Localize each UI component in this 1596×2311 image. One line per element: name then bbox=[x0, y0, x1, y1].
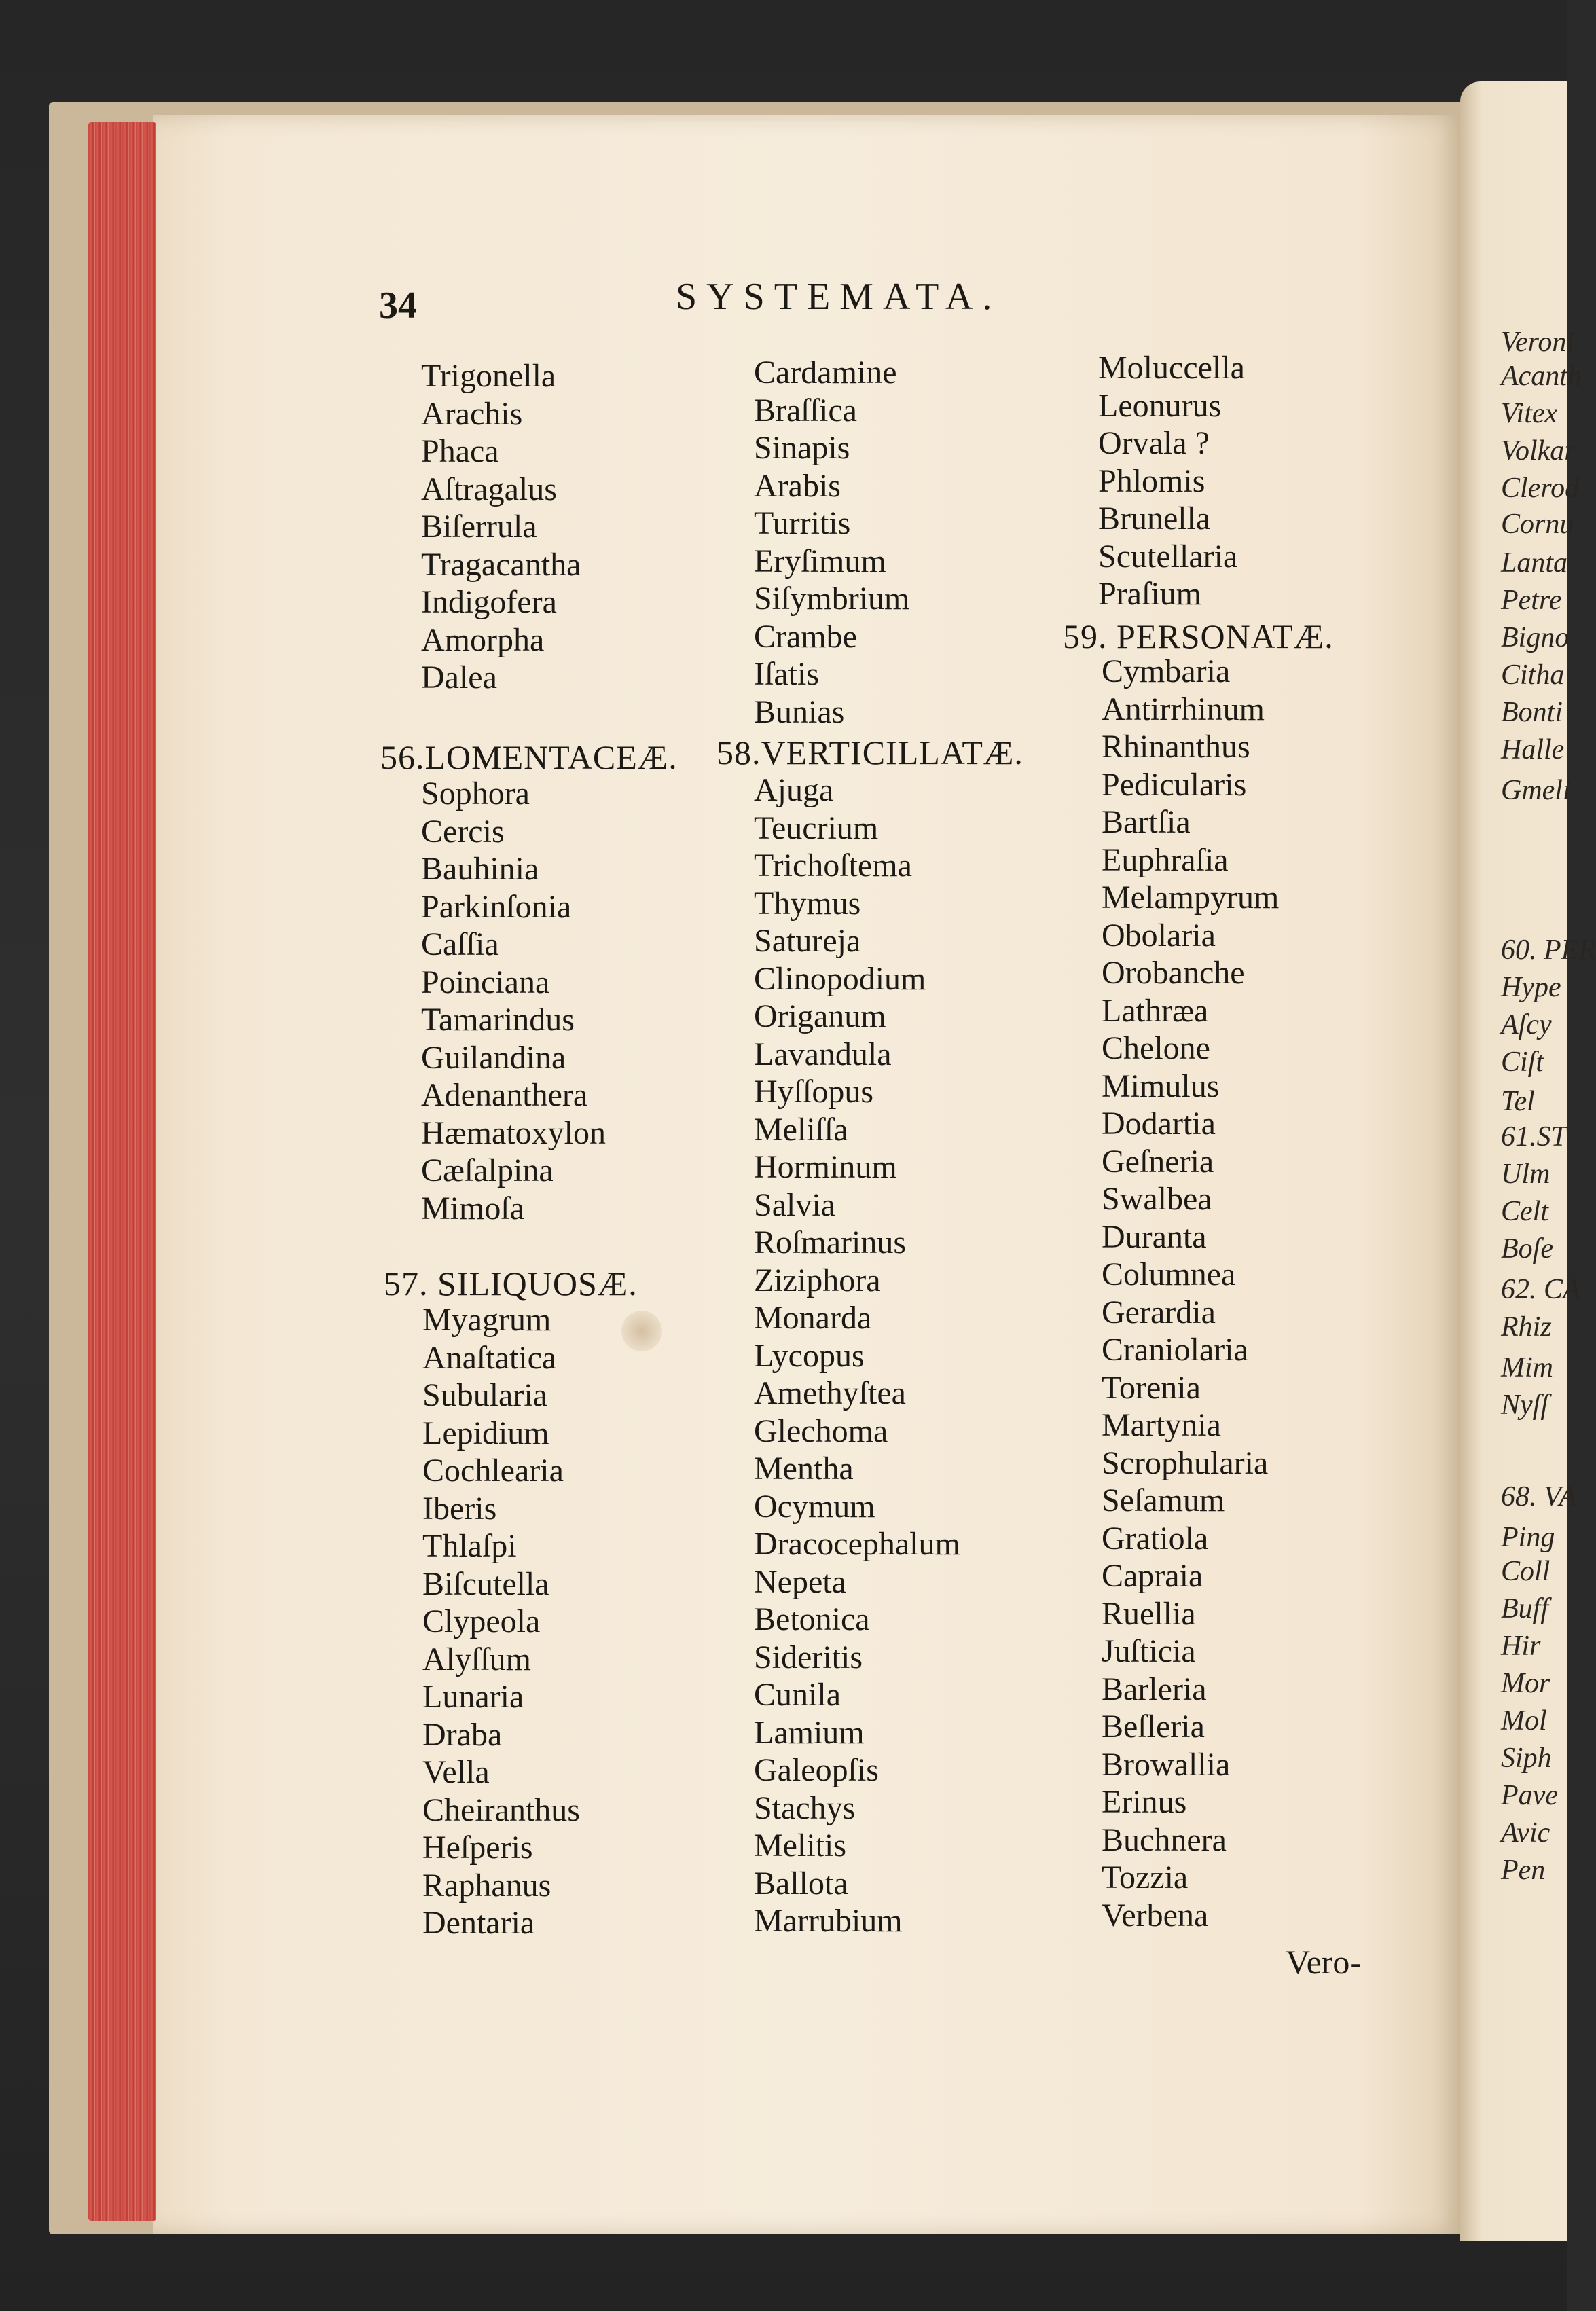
genus-entry: Indigofera bbox=[421, 584, 557, 620]
genus-entry: Duranta bbox=[1102, 1218, 1207, 1255]
genus-entry: Thymus bbox=[754, 885, 861, 922]
genus-entry: Guilandina bbox=[421, 1039, 566, 1076]
genus-entry: Raphanus bbox=[422, 1867, 551, 1904]
facing-page-line: Citha bbox=[1501, 659, 1565, 691]
genus-entry: Arachis bbox=[421, 395, 523, 432]
genus-entry: Tamarindus bbox=[421, 1002, 575, 1038]
genus-entry: Seſamum bbox=[1102, 1482, 1225, 1518]
genus-entry: Roſmarinus bbox=[754, 1224, 906, 1260]
genus-entry: Amethyſtea bbox=[754, 1375, 906, 1411]
genus-entry: Satureja bbox=[754, 923, 861, 959]
genus-entry: Alyſſum bbox=[422, 1641, 532, 1677]
genus-entry: Verbena bbox=[1102, 1897, 1209, 1933]
genus-entry: Biſcutella bbox=[422, 1565, 549, 1602]
genus-entry: Tozzia bbox=[1102, 1859, 1189, 1895]
genus-entry: Aſtragalus bbox=[421, 471, 557, 507]
genus-entry: Mimoſa bbox=[421, 1190, 524, 1226]
facing-page-line: Bonti bbox=[1501, 697, 1563, 728]
facing-page-line: Ciſt bbox=[1501, 1047, 1544, 1078]
genus-entry: Brunella bbox=[1098, 501, 1211, 536]
genus-entry: Iberis bbox=[422, 1490, 497, 1527]
genus-entry: Betonica bbox=[754, 1601, 870, 1637]
facing-page-line: Volkar bbox=[1501, 435, 1576, 467]
genus-entry: Beſleria bbox=[1102, 1709, 1205, 1745]
genus-entry: Hyſſopus bbox=[754, 1074, 874, 1110]
genus-entry: Gerardia bbox=[1102, 1294, 1216, 1330]
genus-entry: Cunila bbox=[754, 1677, 841, 1713]
section-heading: 59. PERSONATÆ. bbox=[1063, 617, 1334, 655]
genus-entry: Moluccella bbox=[1098, 350, 1245, 386]
facing-page-line: Nyſſ bbox=[1501, 1389, 1548, 1421]
facing-page-line: Avic bbox=[1501, 1817, 1550, 1849]
genus-entry: Praſium bbox=[1098, 576, 1201, 612]
genus-entry: Cæſalpina bbox=[421, 1152, 554, 1188]
facing-page-line: Rhiz bbox=[1501, 1311, 1552, 1343]
genus-entry: Cochlearia bbox=[422, 1453, 564, 1489]
genus-entry: Iſatis bbox=[754, 656, 819, 692]
genus-entry: Cheiranthus bbox=[422, 1791, 580, 1828]
genus-entry: Dalea bbox=[421, 659, 497, 695]
genus-entry: Euphraſia bbox=[1102, 841, 1229, 878]
facing-page-line: Coll bbox=[1501, 1556, 1550, 1587]
genus-entry: Teucrium bbox=[754, 809, 879, 846]
section-heading: 58.VERTICILLATÆ. bbox=[717, 733, 1023, 771]
genus-entry: Biſerrula bbox=[421, 509, 537, 545]
facing-page-line: 68. VA bbox=[1501, 1481, 1577, 1512]
facing-page-line: Gmeli bbox=[1501, 775, 1571, 806]
genus-entry: Buchnera bbox=[1102, 1821, 1227, 1858]
genus-entry: Nepeta bbox=[754, 1563, 846, 1600]
facing-page-line: Celt bbox=[1501, 1196, 1548, 1227]
genus-entry: Eryſimum bbox=[754, 543, 886, 579]
facing-page-line: Acanth bbox=[1501, 361, 1582, 392]
genus-entry: Trigonella bbox=[421, 358, 556, 394]
genus-entry: Leonurus bbox=[1098, 387, 1222, 424]
genus-entry: Bartſia bbox=[1102, 804, 1191, 840]
facing-page-line: 61.ST bbox=[1501, 1121, 1567, 1152]
genus-entry: Phlomis bbox=[1098, 462, 1205, 499]
genus-entry: Antirrhinum bbox=[1102, 691, 1265, 727]
genus-entry: Galeopſis bbox=[754, 1752, 879, 1788]
genus-entry: Sophora bbox=[421, 776, 530, 812]
genus-entry: Martynia bbox=[1102, 1407, 1221, 1443]
genus-entry: Phaca bbox=[421, 433, 499, 469]
genus-entry: Bunias bbox=[754, 693, 845, 730]
genus-entry: Clinopodium bbox=[754, 960, 926, 997]
genus-entry: Scrophularia bbox=[1102, 1444, 1269, 1481]
genus-entry: Salvia bbox=[754, 1186, 835, 1223]
facing-page-line: Hir bbox=[1501, 1631, 1541, 1662]
genus-entry: Juſticia bbox=[1102, 1633, 1196, 1669]
section-heading: 57. SILIQUOSÆ. bbox=[384, 1264, 638, 1303]
genus-entry: Rhinanthus bbox=[1102, 729, 1250, 765]
genus-entry: Braſſica bbox=[754, 392, 857, 429]
section-heading: 56.LOMENTACEÆ. bbox=[380, 738, 678, 776]
genus-entry: Arabis bbox=[754, 467, 841, 504]
facing-page-line: Petre bbox=[1501, 585, 1562, 616]
genus-entry: Meliſſa bbox=[754, 1111, 848, 1148]
genus-entry: Crambe bbox=[754, 618, 857, 655]
facing-page-line: Halle bbox=[1501, 734, 1565, 765]
genus-entry: Ziziphora bbox=[754, 1262, 881, 1298]
facing-page-line: Buff bbox=[1501, 1593, 1548, 1624]
genus-entry: Anaſtatica bbox=[422, 1339, 557, 1376]
genus-entry: Swalbea bbox=[1102, 1181, 1212, 1217]
genus-entry: Browallia bbox=[1102, 1746, 1231, 1783]
facing-page-line: 62. CA bbox=[1501, 1274, 1580, 1305]
foxing-stain bbox=[621, 1311, 662, 1351]
genus-entry: Melampyrum bbox=[1102, 879, 1280, 915]
genus-entry: Poinciana bbox=[421, 964, 550, 1000]
facing-page-line: Clerod bbox=[1501, 473, 1580, 504]
facing-page-line: Vitex bbox=[1501, 398, 1558, 429]
page-edge-red bbox=[88, 122, 156, 2221]
facing-page-line: Tel bbox=[1501, 1086, 1535, 1117]
genus-entry: Capraia bbox=[1102, 1558, 1203, 1594]
genus-entry: Draba bbox=[422, 1716, 503, 1753]
genus-entry: Ruellia bbox=[1102, 1595, 1196, 1632]
genus-entry: Cercis bbox=[421, 813, 505, 850]
running-title: SYSTEMATA. bbox=[676, 276, 1002, 318]
facing-page-line: Ping bbox=[1501, 1522, 1555, 1553]
genus-entry: Cardamine bbox=[754, 354, 897, 390]
genus-entry: Marrubium bbox=[754, 1903, 903, 1939]
genus-entry: Scutellaria bbox=[1098, 538, 1238, 575]
genus-entry: Parkinſonia bbox=[421, 888, 572, 925]
genus-entry: Vella bbox=[422, 1754, 490, 1790]
genus-entry: Sinapis bbox=[754, 430, 850, 466]
facing-page-line: Veroni bbox=[1501, 327, 1575, 358]
genus-entry: Craniolaria bbox=[1102, 1332, 1248, 1368]
facing-page-line: Boſe bbox=[1501, 1233, 1553, 1264]
genus-entry: Orobanche bbox=[1102, 955, 1245, 991]
genus-entry: Myagrum bbox=[422, 1302, 551, 1338]
catchword: Vero- bbox=[1286, 1943, 1362, 1981]
genus-entry: Ballota bbox=[754, 1865, 848, 1901]
genus-entry: Orvala ? bbox=[1098, 425, 1210, 461]
facing-page-line: Pen bbox=[1501, 1855, 1546, 1886]
facing-page-line: Aſcy bbox=[1501, 1009, 1552, 1040]
genus-entry: Glechoma bbox=[754, 1413, 888, 1449]
genus-entry: Dracocephalum bbox=[754, 1526, 960, 1562]
genus-entry: Clypeola bbox=[422, 1603, 541, 1639]
facing-page-line: 60. PER bbox=[1501, 934, 1596, 966]
facing-page-line: Mor bbox=[1501, 1668, 1550, 1699]
genus-entry: Subularia bbox=[422, 1377, 547, 1413]
facing-page-line: Siph bbox=[1501, 1743, 1552, 1774]
facing-page-line: Hype bbox=[1501, 972, 1561, 1003]
facing-page-line: Lanta bbox=[1501, 547, 1568, 579]
genus-entry: Caſſia bbox=[421, 926, 499, 962]
genus-entry: Erinus bbox=[1102, 1784, 1187, 1820]
genus-entry: Stachys bbox=[754, 1789, 856, 1826]
genus-entry: Thlaſpi bbox=[422, 1528, 517, 1564]
genus-entry: Tragacantha bbox=[421, 546, 581, 583]
genus-entry: Lunaria bbox=[422, 1679, 524, 1715]
genus-entry: Horminum bbox=[754, 1149, 897, 1185]
genus-entry: Origanum bbox=[754, 998, 886, 1034]
genus-entry: Trichoſtema bbox=[754, 848, 912, 884]
genus-entry: Torenia bbox=[1102, 1369, 1201, 1406]
genus-entry: Mimulus bbox=[1102, 1068, 1220, 1104]
genus-entry: Lavandula bbox=[754, 1036, 892, 1072]
genus-entry: Dentaria bbox=[422, 1905, 535, 1941]
genus-entry: Lepidium bbox=[422, 1415, 549, 1451]
genus-entry: Ocymum bbox=[754, 1488, 875, 1525]
genus-entry: Ajuga bbox=[754, 772, 834, 808]
genus-entry: Dodartia bbox=[1102, 1106, 1216, 1142]
genus-entry: Mentha bbox=[754, 1451, 854, 1487]
facing-page-line: Cornu bbox=[1501, 509, 1574, 540]
genus-entry: Pedicularis bbox=[1102, 766, 1247, 803]
facing-page-line: Ulm bbox=[1501, 1159, 1550, 1190]
page-number: 34 bbox=[379, 285, 417, 327]
genus-entry: Barleria bbox=[1102, 1671, 1207, 1707]
genus-entry: Monarda bbox=[754, 1300, 872, 1336]
genus-entry: Bauhinia bbox=[421, 851, 539, 887]
genus-entry: Hæmatoxylon bbox=[421, 1114, 606, 1151]
genus-entry: Cymbaria bbox=[1102, 653, 1231, 689]
facing-page-line: Bigno bbox=[1501, 622, 1570, 653]
genus-entry: Siſymbrium bbox=[754, 581, 910, 617]
genus-entry: Melitis bbox=[754, 1827, 847, 1863]
genus-entry: Amorpha bbox=[421, 621, 545, 658]
genus-entry: Obolaria bbox=[1102, 917, 1216, 953]
genus-entry: Gratiola bbox=[1102, 1520, 1209, 1557]
facing-page-line: Mol bbox=[1501, 1705, 1547, 1736]
genus-entry: Turritis bbox=[754, 505, 851, 541]
genus-entry: Heſperis bbox=[422, 1830, 533, 1866]
genus-entry: Lamium bbox=[754, 1714, 865, 1751]
genus-entry: Lycopus bbox=[754, 1337, 865, 1374]
genus-entry: Chelone bbox=[1102, 1030, 1210, 1066]
genus-entry: Sideritis bbox=[754, 1639, 863, 1675]
genus-entry: Adenanthera bbox=[421, 1077, 588, 1113]
genus-entry: Lathræa bbox=[1102, 992, 1209, 1029]
genus-entry: Geſneria bbox=[1102, 1143, 1214, 1180]
genus-entry: Columnea bbox=[1102, 1256, 1236, 1292]
facing-page-line: Pave bbox=[1501, 1780, 1558, 1811]
facing-page-line: Mim bbox=[1501, 1352, 1553, 1383]
